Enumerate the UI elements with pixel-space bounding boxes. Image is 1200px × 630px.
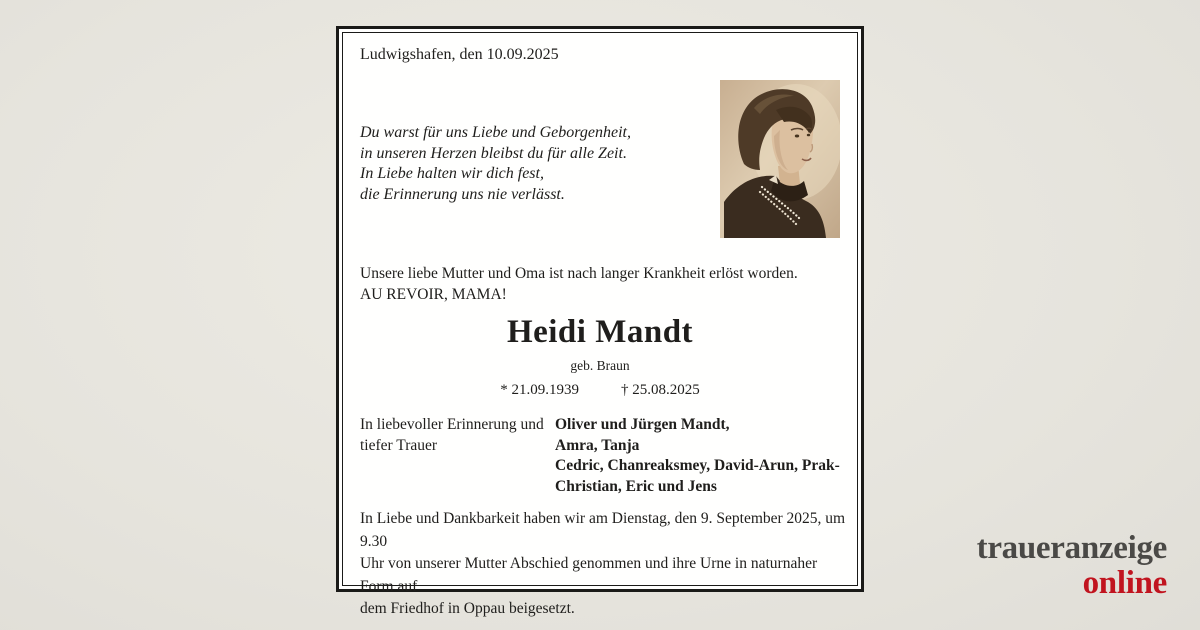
- birth-date: * 21.09.1939: [500, 382, 579, 398]
- brand-logo[interactable]: [977, 531, 1167, 601]
- obituary-card: [336, 26, 864, 617]
- brand-logo-text-top: traueranzeige: [976, 530, 1167, 566]
- death-date: † 25.08.2025: [621, 382, 700, 398]
- announcement-line: AU REVOIR, MAMA!: [360, 285, 507, 303]
- poem-line: In Liebe halten wir dich fest,: [360, 165, 544, 182]
- poem-line: die Erinnerung uns nie verlässt.: [360, 185, 565, 203]
- mourning-label-line: tiefer Trauer: [360, 436, 438, 454]
- deceased-name: Heidi Mandt: [506, 314, 694, 350]
- mourner-line: Amra, Tanja: [555, 436, 640, 454]
- funeral-notice-line: dem Friedhof in Oppau beigesetzt.: [360, 600, 575, 617]
- portrait-photo-illustration: [720, 80, 840, 238]
- mourner-line: Christian, Eric und Jens: [555, 477, 717, 495]
- portrait-photo: [720, 80, 840, 238]
- announcement-text: [360, 264, 798, 305]
- funeral-notice-line: In Liebe und Dankbarkeit haben wir am Dienstag, den 9. September 2025, um 9.30: [360, 510, 846, 550]
- poem-line: Du warst für uns Liebe und Geborgenheit,: [360, 124, 631, 141]
- obituary-card-inner-frame: [342, 32, 858, 617]
- funeral-notice: [360, 508, 850, 621]
- mourning-section: [360, 415, 843, 497]
- poem-line: in unseren Herzen bleibst du für alle Zeit.: [360, 144, 627, 162]
- mourner-names: [555, 415, 840, 497]
- maiden-name: geb. Braun: [570, 358, 630, 373]
- life-dates: [343, 380, 857, 400]
- brand-logo-text-bottom: online: [1082, 565, 1167, 601]
- memorial-poem: [360, 123, 631, 205]
- mourning-label: [360, 415, 555, 497]
- mourner-line: Cedric, Chanreaksmey, David-Arun, Prak-: [555, 457, 840, 474]
- mourner-line: Oliver und Jürgen Mandt,: [555, 416, 730, 433]
- announcement-line: Unsere liebe Mutter und Oma ist nach langer Krankheit erlöst worden.: [360, 265, 798, 282]
- mourning-label-line: In liebevoller Erinnerung und: [360, 416, 544, 433]
- dateline: Ludwigshafen, den 10.09.2025: [360, 46, 559, 63]
- funeral-notice-line: Uhr von unserer Mutter Abschied genommen und ihre Urne in naturnaher Form auf: [360, 555, 818, 595]
